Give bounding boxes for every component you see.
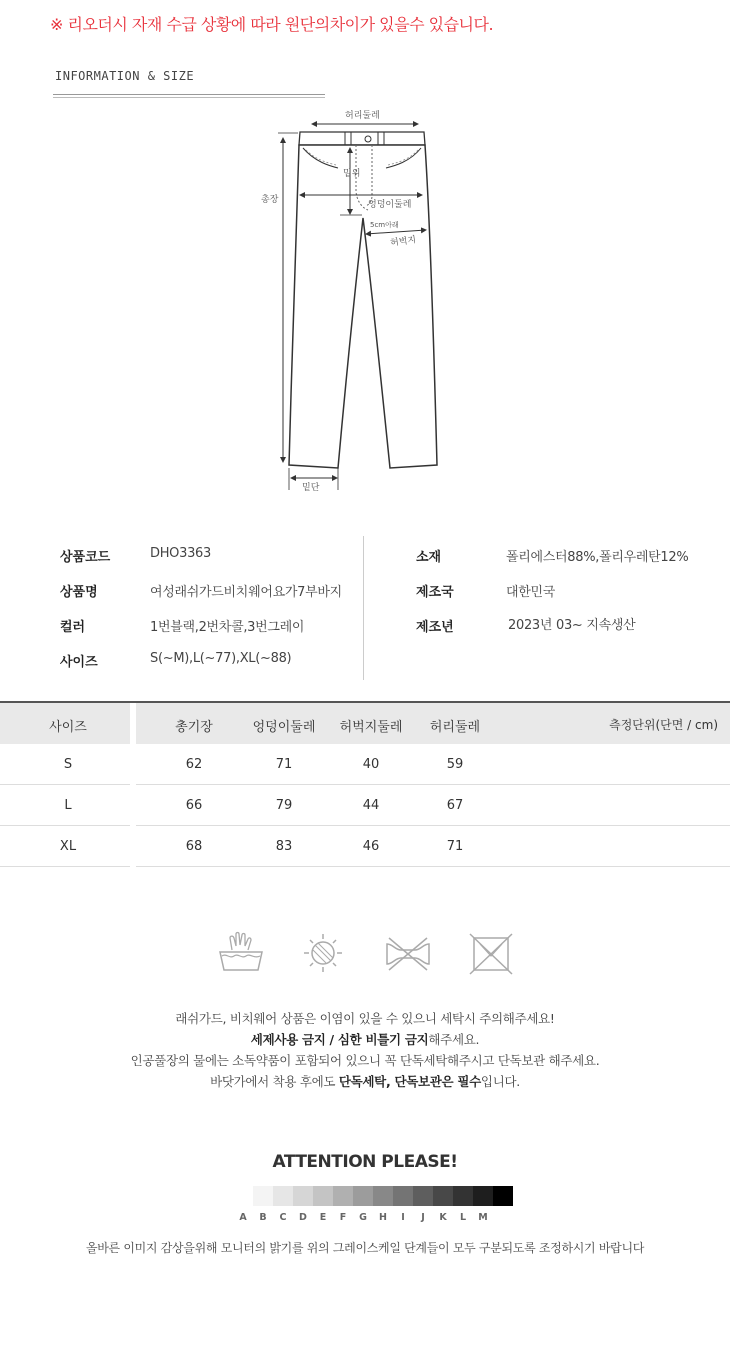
grayscale-letter: M [478, 1212, 488, 1223]
info-label: 제조년 [416, 620, 454, 635]
product-name: 여성래쉬가드비치웨어요가7부바지 [150, 585, 342, 600]
grayscale-swatch [273, 1186, 293, 1206]
header-size: 사이즈 [49, 720, 87, 735]
row-divider [136, 825, 730, 826]
table-cell: 71 [275, 757, 293, 772]
pants-illustration [0, 100, 730, 500]
unit-note: 측정단위(단면 / cm) [609, 718, 718, 732]
care-line-4-bold: 단독세탁, 단독보관은 필수 [338, 1074, 481, 1089]
grayscale-swatch [393, 1186, 413, 1206]
info-label: 제조국 [416, 585, 454, 600]
reorder-notice: ※ 리오더시 자재 수급 상황에 따라 원단의차이가 있을수 있습니다. [50, 15, 494, 34]
grayscale-swatch [473, 1186, 493, 1206]
table-cell: 71 [446, 839, 464, 854]
header-thigh: 허벅지둘레 [339, 720, 403, 735]
title-rule [53, 97, 325, 98]
care-warning-bold: 세제사용 금지 / 심한 비틀기 금지 [250, 1032, 429, 1047]
grayscale-letter: B [259, 1212, 267, 1223]
info-label: 상품명 [60, 585, 98, 600]
grayscale-swatch [313, 1186, 333, 1206]
grayscale-letters [233, 1212, 493, 1223]
grayscale-swatch [353, 1186, 373, 1206]
hip-label: 엉덩이둘레 [368, 200, 412, 210]
table-cell: 40 [362, 757, 380, 772]
thigh-label: 허벅지 [389, 235, 417, 249]
product-color: 1번블랙,2번차콜,3번그레이 [150, 620, 305, 635]
table-cell: 83 [275, 839, 293, 854]
grayscale-bar [253, 1186, 513, 1206]
table-cell: 46 [362, 839, 380, 854]
info-label: 컬러 [60, 620, 86, 635]
grayscale-letter: E [319, 1212, 327, 1223]
grayscale-letter: I [401, 1212, 405, 1223]
manufacture-year: 2023년 03~ 지속생산 [508, 618, 636, 633]
no-wring-icon [383, 930, 433, 976]
header-waist: 허리둘레 [429, 720, 481, 735]
table-cell: 79 [275, 798, 293, 813]
grayscale-swatch [413, 1186, 433, 1206]
table-cell: 67 [446, 798, 464, 813]
table-cell: 66 [185, 798, 203, 813]
title-rule [53, 94, 325, 95]
grayscale-letter: K [439, 1212, 447, 1223]
attention-title: ATTENTION PLEASE! [272, 1152, 458, 1172]
material: 폴리에스터88%,폴리우레탄12% [506, 550, 689, 565]
grayscale-swatch [293, 1186, 313, 1206]
header-hip: 엉덩이둘레 [252, 720, 316, 735]
care-line-1: 래쉬가드, 비치웨어 상품은 이염이 있을 수 있으니 세탁시 주의해주세요! [175, 1011, 555, 1026]
no-tumble-dry-icon [466, 930, 516, 976]
table-cell: 62 [185, 757, 203, 772]
table-cell: 44 [362, 798, 380, 813]
product-code: DHO3363 [150, 546, 212, 561]
grayscale-letter: J [421, 1212, 425, 1223]
hem-label: 밑단 [302, 483, 320, 493]
header-total-length: 총기장 [175, 720, 213, 735]
grayscale-letter: D [299, 1212, 307, 1223]
grayscale-swatch [493, 1186, 513, 1206]
grayscale-letter: L [459, 1212, 467, 1223]
grayscale-swatch [333, 1186, 353, 1206]
hand-wash-icon [216, 930, 266, 976]
pants-diagram [0, 100, 730, 500]
monitor-note: 올바른 이미지 감상을위해 모니터의 밝기를 위의 그레이스케일 단계들이 모두 구분되도록 조정하시기 바랍니다 [85, 1241, 645, 1255]
rise-label: 밑위 [343, 169, 361, 179]
grayscale-letter: H [379, 1212, 387, 1223]
care-line-4 [0, 1072, 730, 1090]
grayscale-letter: F [339, 1212, 347, 1223]
table-cell: L [64, 798, 72, 813]
grayscale-letter: G [359, 1212, 367, 1223]
care-line-2-rest: 해주세요. [428, 1032, 480, 1047]
table-cell: XL [59, 839, 77, 854]
grayscale-swatch [253, 1186, 273, 1206]
table-cell: 59 [446, 757, 464, 772]
care-line-2 [0, 1030, 730, 1048]
no-sun-dry-icon [298, 930, 348, 976]
section-title: INFORMATION & SIZE [55, 69, 195, 83]
table-cell: 68 [185, 839, 203, 854]
care-line-3: 인공풀장의 물에는 소독약품이 포함되어 있으니 꼭 단독세탁해주시고 단독보관 해주세요. [130, 1053, 600, 1068]
waist-label: 허리둘레 [345, 111, 380, 121]
row-divider [0, 784, 130, 785]
info-label: 소재 [416, 550, 442, 565]
table-cell: S [63, 757, 73, 772]
grayscale-letter: C [279, 1212, 287, 1223]
product-sizes: S(~M),L(~77),XL(~88) [150, 651, 292, 666]
row-divider [136, 784, 730, 785]
grayscale-swatch [453, 1186, 473, 1206]
info-label: 사이즈 [60, 655, 98, 670]
country-of-origin: 대한민국 [506, 585, 556, 600]
row-divider [0, 825, 130, 826]
row-divider [0, 866, 130, 867]
row-divider [136, 866, 730, 867]
info-label: 상품코드 [60, 550, 111, 565]
grayscale-swatch [373, 1186, 393, 1206]
care-line-4-post: 입니다. [480, 1074, 520, 1089]
care-line-4-pre: 바닷가에서 착용 후에도 [210, 1074, 339, 1089]
info-divider [363, 536, 364, 680]
below-label: 5cm아래 [370, 221, 399, 229]
grayscale-swatch [433, 1186, 453, 1206]
total-length-label: 총장 [261, 195, 279, 205]
grayscale-letter: A [239, 1212, 247, 1223]
